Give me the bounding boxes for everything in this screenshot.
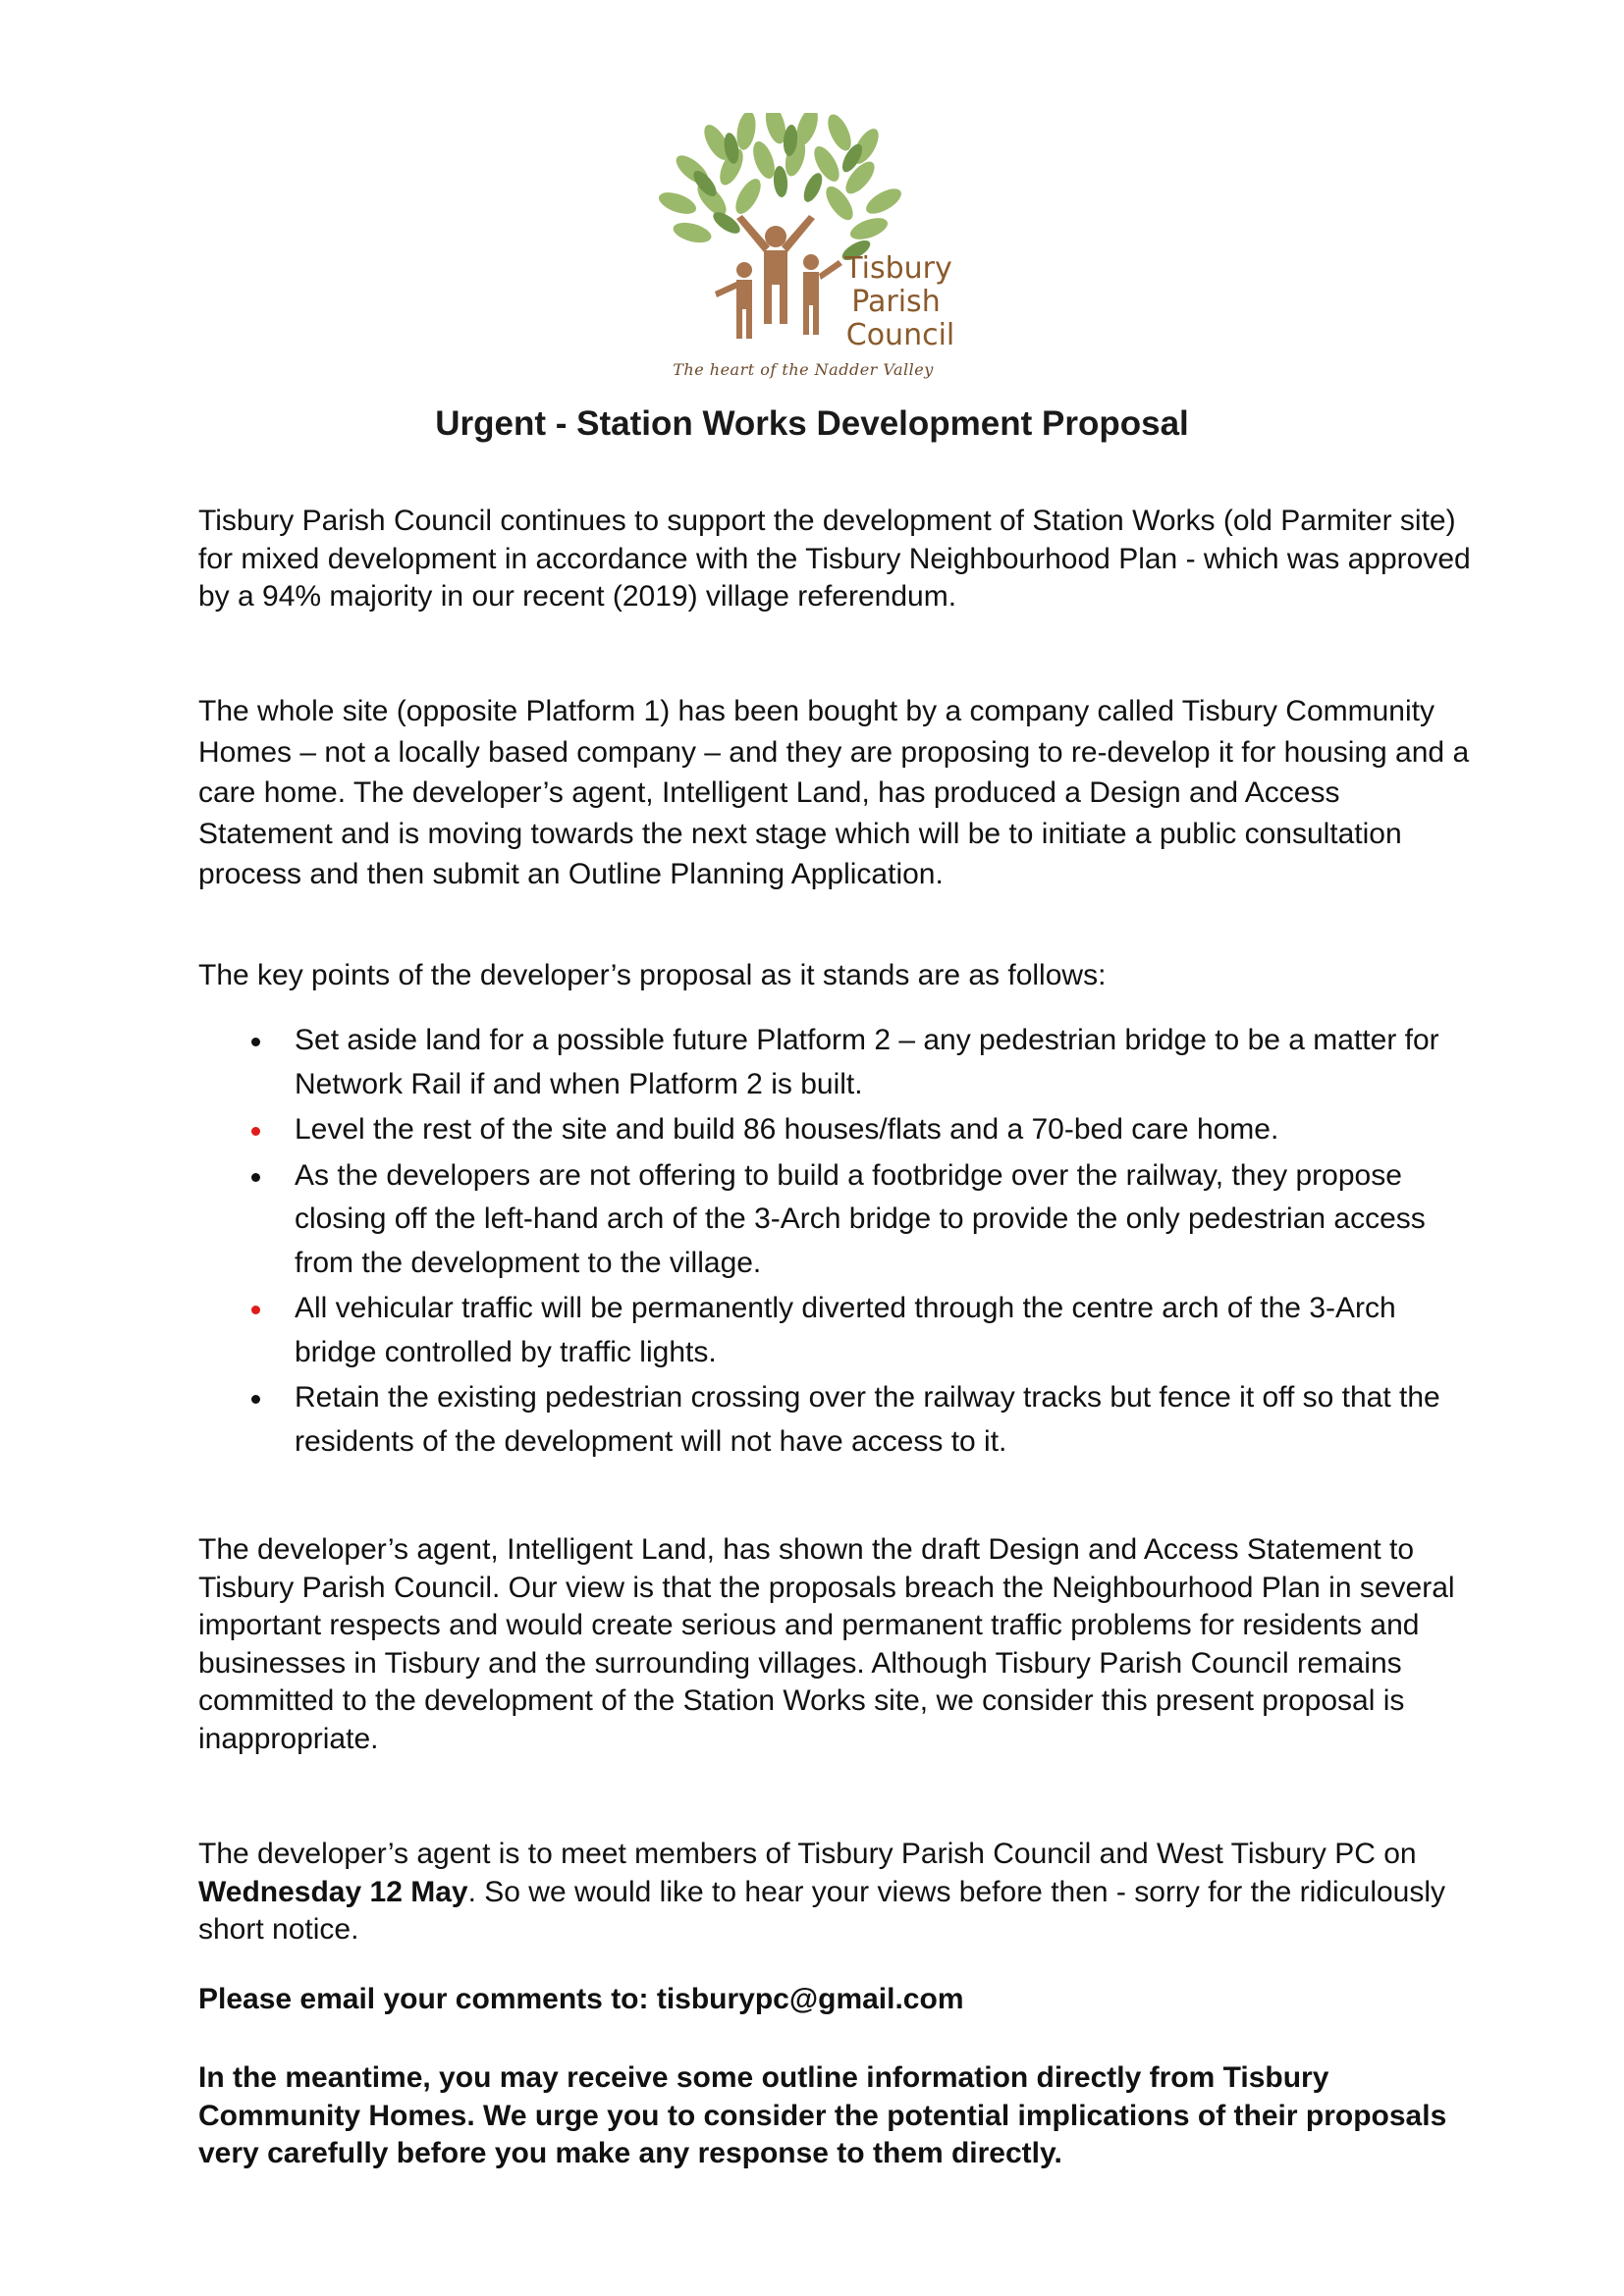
bullet-icon bbox=[251, 1127, 260, 1136]
bullet-icon bbox=[251, 1306, 260, 1314]
bullet-icon bbox=[251, 1395, 260, 1404]
page-title: Urgent - Station Works Development Proposal bbox=[435, 404, 1189, 443]
intro-paragraph: Tisbury Parish Council continues to support the development of Station Works (old Parmiter site) for mixed development in accordance with the Tisbury Neighbourhood Plan - which was approved by a 94% majority in our recent (2019) village referendum. bbox=[198, 505, 1471, 613]
meeting-paragraph: The developer’s agent is to meet members of Tisbury Parish Council and West Tisbury PC on Wednesday 12 May. So we would like to hear your views before then - sorry for the ridiculously short notice. bbox=[198, 1838, 1446, 1946]
logo-tagline: The heart of the Nadder Valley bbox=[673, 360, 934, 379]
council-logo bbox=[638, 113, 972, 398]
logo-name-line3: Council bbox=[845, 318, 955, 352]
bullet-icon bbox=[251, 1038, 260, 1046]
key-points-list bbox=[295, 1019, 1453, 1466]
list-item: As the developers are not offering to build a footbridge over the railway, they propose closing off the left-hand arch of the 3-Arch bridge to provide the only pedestrian access from the development to the village. bbox=[295, 1154, 1453, 1286]
council-view-paragraph: The developer’s agent, Intelligent Land, has shown the draft Design and Access Statement to Tisbury Parish Council. Our view is that the proposals breach the Neighbourhood Plan in several important respects and would create serious and permanent traffic problems for residents and businesses in Tisbury and the surrounding villages. Although Tisbury Parish Council remains committed to the development of the Station Works site, we consider this present proposal is inappropriate. bbox=[198, 1533, 1455, 1755]
key-points-intro: The key points of the developer’s proposal as it stands are as follows: bbox=[198, 959, 1107, 991]
site-paragraph: The whole site (opposite Platform 1) has been bought by a company called Tisbury Community Homes – not a locally based company – and they are proposing to re-develop it for housing and a care home. The developer’s agent, Intelligent Land, has produced a Design and Access Statement and is moving towards the next stage which will be to initiate a public consultation process and then submit an Outline Planning Application. bbox=[198, 695, 1470, 890]
list-item: Retain the existing pedestrian crossing over the railway tracks but fence it off so that the residents of the development will not have access to it. bbox=[295, 1376, 1453, 1464]
email-paragraph: Please email your comments to: tisburypc@gmail.com bbox=[198, 1983, 964, 2015]
logo-name-line1: Tisbury bbox=[844, 251, 952, 286]
logo-name-line2: Parish bbox=[851, 285, 941, 319]
list-item: Level the rest of the site and build 86 houses/flats and a 70-bed care home. bbox=[295, 1108, 1453, 1152]
list-item: All vehicular traffic will be permanently diverted through the centre arch of the 3-Arch bridge controlled by traffic lights. bbox=[295, 1287, 1453, 1374]
list-item: Set aside land for a possible future Platform 2 – any pedestrian bridge to be a matter for Network Rail if and when Platform 2 is built. bbox=[295, 1019, 1453, 1106]
meeting-date: Wednesday 12 May bbox=[198, 1875, 468, 1908]
meantime-paragraph: In the meantime, you may receive some outline information directly from Tisbury Community Homes. We urge you to consider the potential implications of their proposals very carefully before you make any response to them directly. bbox=[198, 2061, 1447, 2169]
bullet-icon bbox=[251, 1173, 260, 1182]
